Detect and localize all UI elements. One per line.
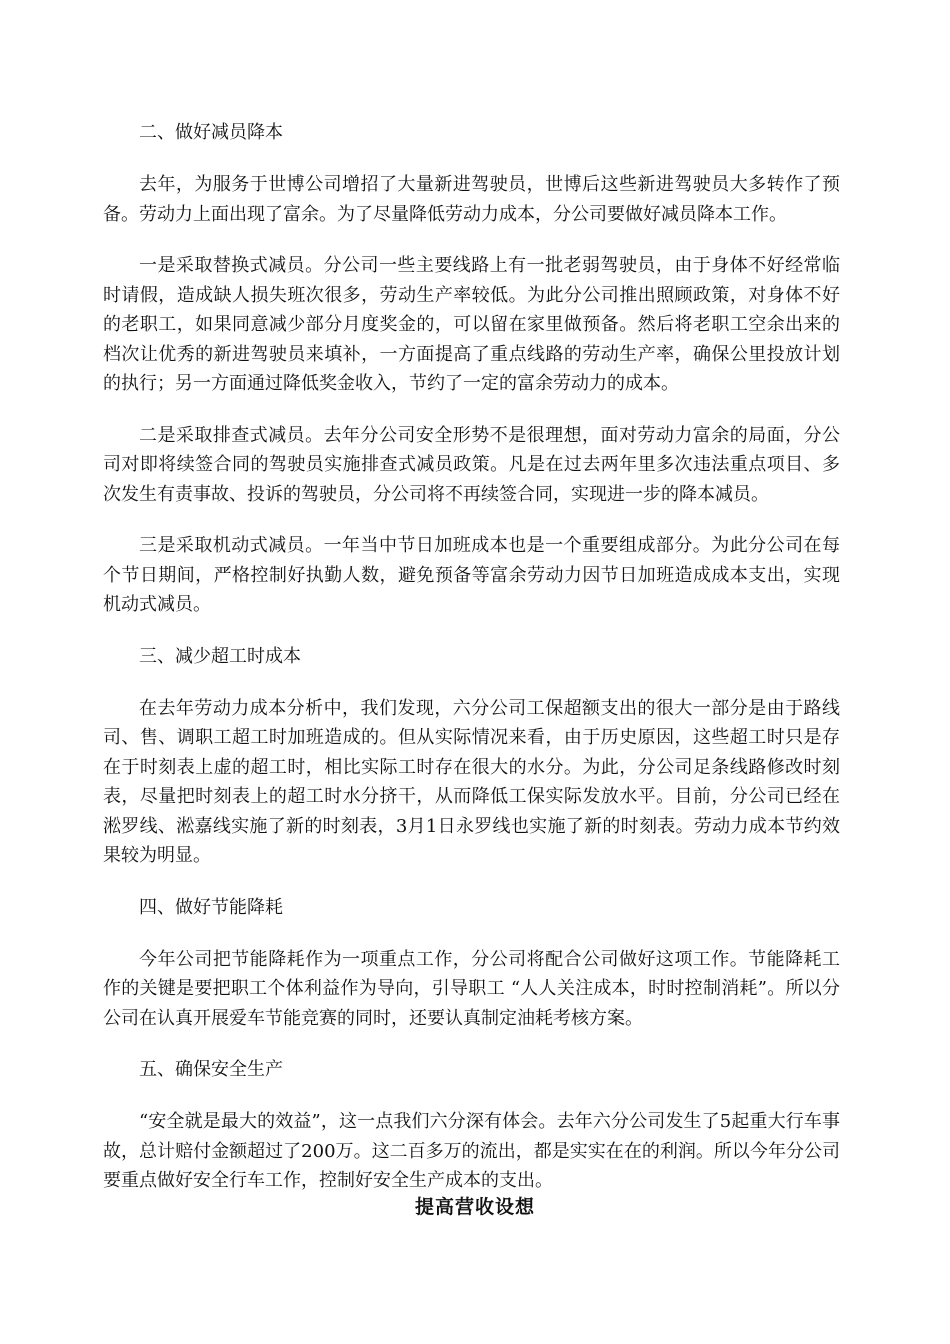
document-body — [103, 118, 840, 1218]
section-heading-staff-reduction: 二、做好减员降本 — [139, 122, 283, 143]
section-heading-energy-saving: 四、做好节能降耗 — [139, 896, 283, 918]
next-section-title: 提高营收设想 — [414, 1196, 535, 1218]
paragraph-safety: “安全就是最大的效益”，这一点我们六分深有体会。去年六分公司发生了5起重大行车事故，总计赔付金额超过了200万。这二百多万的流出，都是实实在在的利润。所以今年分公司要重点做好安全行车工作，控制好安全生产成本的支出。 — [103, 1111, 840, 1191]
paragraph-replacement-reduction: 一是采取替换式减员。分公司一些主要线路上有一批老弱驾驶员，由于身体不好经常临时请假，造成缺人损失班次很多，劳动生产率较低。为此分公司推出照顾政策，对身体不好的老职工，如果同意减少部分月度奖金的，可以留在家里做预备。然后将老职工空余出来的档次让优秀的新进驾驶员来填补，一方面提高了重点线路的劳动生产率，确保公里投放计划的执行；另一方面通过降低奖金收入，节约了一定的富余劳动力的成本。 — [103, 255, 840, 394]
paragraph-staff-reduction-intro: 去年，为服务于世博公司增招了大量新进驾驶员，世博后这些新进驾驶员大多转作了预备。劳动力上面出现了富余。为了尽量降低劳动力成本，分公司要做好减员降本工作。 — [103, 174, 840, 225]
paragraph-overtime-cost: 在去年劳动力成本分析中，我们发现，六分公司工保超额支出的很大一部分是由于路线司、售、调职工超工时加班造成的。但从实际情况来看，由于历史原因，这些超工时只是存在于时刻表上虚的超工时，相比实际工时存在很大的水分。为此，分公司足条线路修改时刻表，尽量把时刻表上的超工时水分挤干，从而降低工保实际发放水平。目前，分公司已经在淞罗线、淞嘉线实施了新的时刻表，3月1日永罗线也实施了新的时刻表。劳动力成本节约效果较为明显。 — [103, 697, 840, 866]
section-heading-overtime-cost: 三、减少超工时成本 — [139, 645, 301, 667]
paragraph-energy-saving: 今年公司把节能降耗作为一项重点工作，分公司将配合公司做好这项工作。节能降耗工作的关键是要把职工个体利益作为导向，引导职工 “人人关注成本，时时控制消耗”。所以分公司在认真开展爱车节能竞赛的同时，还要认真制定油耗考核方案。 — [103, 948, 840, 1029]
paragraph-flexible-reduction: 三是采取机动式减员。一年当中节日加班成本也是一个重要组成部分。为此分公司在每个节日期间，严格控制好执勤人数，避免预备等富余劳动力因节日加班造成成本支出，实现机动式减员。 — [103, 535, 840, 615]
paragraph-screening-reduction: 二是采取排查式减员。去年分公司安全形势不是很理想，面对劳动力富余的局面，分公司对即将续签合同的驾驶员实施排查式减员政策。凡是在过去两年里多次违法重点项目、多次发生有责事故、投诉的驾驶员，分公司将不再续签合同，实现进一步的降本减员。 — [103, 424, 840, 505]
section-heading-safety: 五、确保安全生产 — [139, 1059, 283, 1080]
